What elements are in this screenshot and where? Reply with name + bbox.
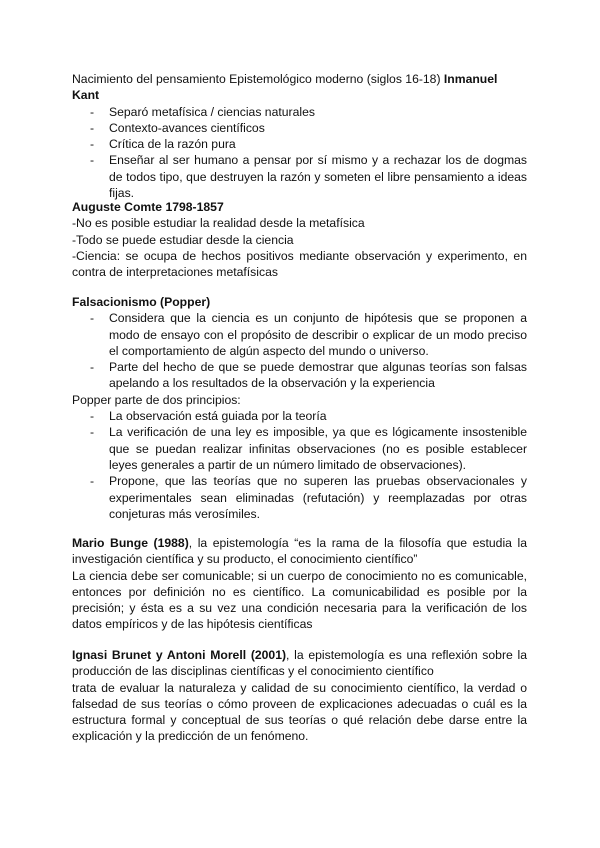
list-item: - Separó metafísica / ciencias naturales	[72, 104, 527, 120]
brunet-author: Ignasi Brunet y Antoni Morell (2001)	[72, 648, 287, 662]
bunge-paragraph: La ciencia debe ser comunicable; si un cuerpo de conocimiento no es comunicable, entonces por definición no es científico. La comunicabilidad es posible por la precisión; y ésta es a su vez una condición necesaria para la verificación de los datos empíricos y de las hipótesis científicas	[72, 568, 527, 632]
kant-intro-line	[72, 71, 527, 104]
list-item: - Propone, que las teorías que no superen las pruebas observacionales y experimentales sean eliminadas (refutación) y reemplazadas por otras conjeturas más verosímiles.	[72, 473, 527, 522]
comte-line: -Todo se puede estudiar desde la ciencia	[72, 232, 294, 247]
comte-line: -Ciencia: se ocupa de hechos positivos mediante observación y experimento, en contra de interpretaciones metafísicas	[72, 248, 527, 280]
brunet-section	[72, 647, 527, 745]
brunet-definition: , la epistemología es una reflexión sobre la producción de las disciplinas científicas y el conocimiento científico	[72, 648, 527, 679]
bunge-definition-paragraph	[72, 535, 527, 568]
brunet-paragraph: trata de evaluar la naturaleza y calidad de su conocimiento científico, la verdad o falsedad de sus teorías o cómo proveen de explicaciones adecuadas o cuál es la estructura formal y conceptual de sus teorías o qué relación debe darse entre la explicación y la predicción de un fenómeno.	[72, 680, 527, 744]
kant-author: Inmanuel Kant	[72, 72, 498, 103]
bunge-author: Mario Bunge (1988)	[72, 536, 189, 550]
brunet-definition-paragraph	[72, 647, 527, 680]
popper-principles-list	[72, 408, 527, 522]
kant-intro: Nacimiento del pensamiento Epistemológico moderno (siglos 16-18)	[72, 72, 444, 86]
popper-list	[72, 310, 527, 391]
kant-list	[72, 104, 527, 202]
comte-heading: Auguste Comte 1798-1857	[72, 200, 224, 214]
list-item: - Crítica de la razón pura	[72, 136, 527, 152]
comte-section	[72, 199, 527, 280]
kant-section	[72, 71, 527, 201]
list-item: - La verificación de una ley es imposible, ya que es lógicamente insostenible que se puedan realizar infinitas observaciones (no es posible establecer leyes generales a partir de un número limitado de observaciones).	[72, 424, 527, 473]
list-item: - Contexto-avances científicos	[72, 120, 527, 136]
popper-section	[72, 294, 527, 522]
popper-heading: Falsacionismo (Popper)	[72, 295, 211, 309]
list-item: - La observación está guiada por la teoría	[72, 408, 527, 424]
bunge-section	[72, 535, 527, 633]
comte-line: -No es posible estudiar la realidad desde la metafísica	[72, 216, 365, 231]
list-item: - Parte del hecho de que se puede demostrar que algunas teorías son falsas apelando a los resultados de la observación y la experiencia	[72, 359, 527, 392]
bunge-definition: , la epistemología “es la rama de la filosofía que estudia la investigación científica y su producto, el conocimiento científico”	[72, 536, 527, 567]
popper-principles-intro: Popper parte de dos principios:	[72, 392, 241, 407]
list-item: - Considera que la ciencia es un conjunto de hipótesis que se proponen a modo de ensayo con el propósito de describir o explicar de un modo preciso el comportamiento de algún aspecto del mundo o universo.	[72, 310, 527, 359]
list-item: - Enseñar al ser humano a pensar por sí mismo y a rechazar los de dogmas de todos tipo, que destruyen la razón y someten el libre pensamiento a ideas fijas.	[72, 152, 527, 201]
